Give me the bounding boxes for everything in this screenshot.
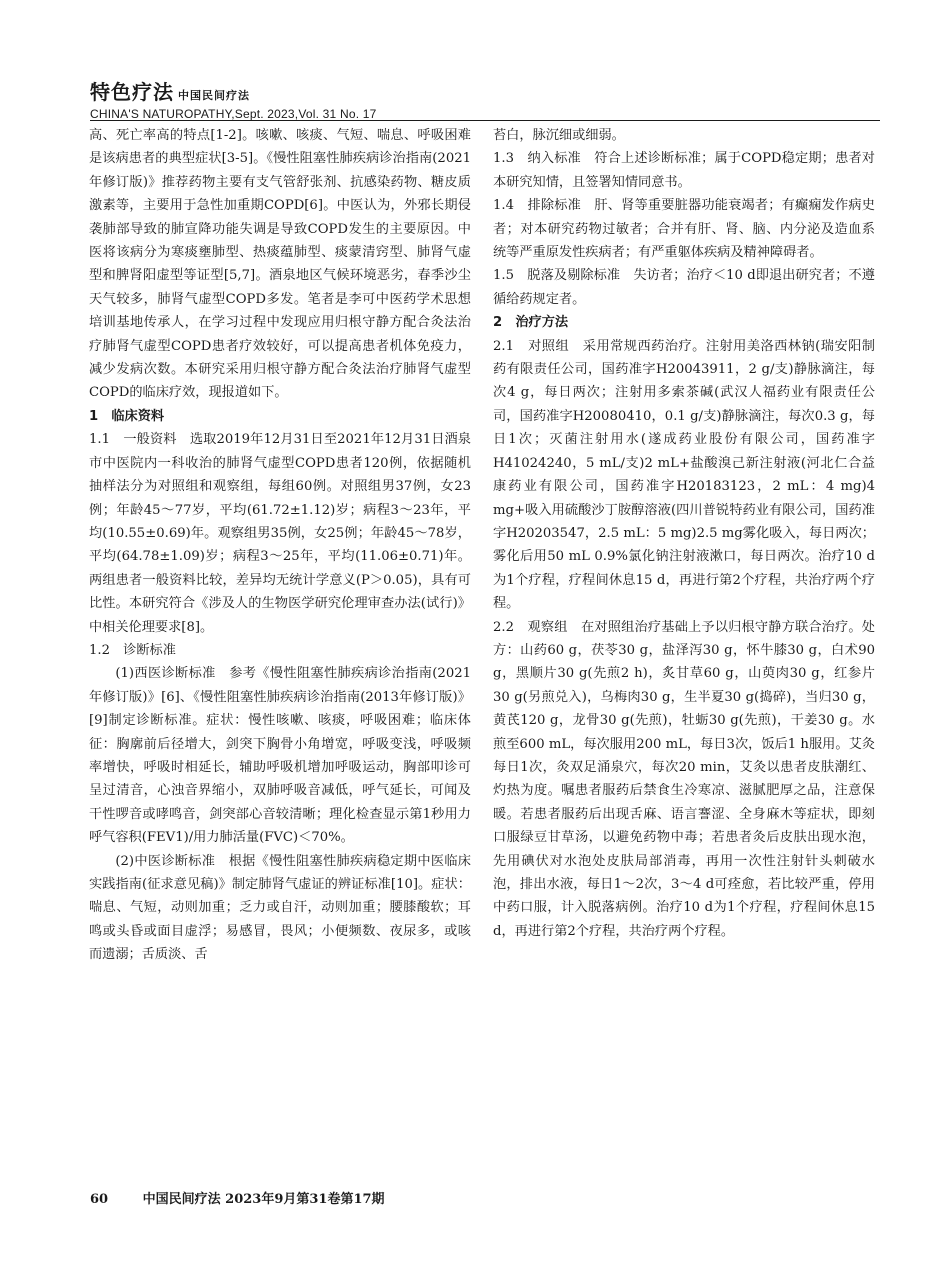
paragraph: 2.1 对照组 采用常规西药治疗。注射用美洛西林钠(瑞安阳制药有限责任公司，国药准字H20043911，2 g/支)静脉滴注，每次4 g，每日两次；注射用多索茶碱(武汉人福药业有限责任公司，国药准字H20080410，0.1 g/支)静脉滴注，每次0.3 g，每日1次；灭菌注射用水(遂成药业股份有限公司，国药准字H41024240，5 mL/支)2 mL+盐酸溴己新注射液(河北仁合益康药业有限公司，国药准字H20183123，2 mL：4 mg)4 mg+吸入用硫酸沙丁胺醇溶液(四川普锐特药业有限公司，国药准字H20203547，2.5 mL：5 mg)2.5 mg雾化吸入，每日两次；雾化后用50 mL 0.9%氯化钠注射液漱口，每日两次。治疗10 d为1个疗程，疗程间休息15 d，再进行第2个疗程，共治疗两个疗程。 [493,338,875,612]
section-heading: 2 治疗方法 [493,315,569,331]
section-heading: 1 临床资料 [89,408,165,424]
page-footer [90,1188,385,1207]
page-header [90,76,870,121]
footer-journal: 中国民间疗法 2023年9月第31卷第17期 [142,1192,385,1207]
paragraph: (1)西医诊断标准 参考《慢性阻塞性肺疾病诊治指南(2021年修订版)》[6]、《慢性阻塞性肺疾病诊治指南(2013年修订版)》[9]制定诊断标准。症状：慢性咳嗽、咳痰，呼吸困难；临床体征：胸廓前后径增大，剑突下胸骨小角增宽，呼吸变浅，呼吸频率增快，呼吸时相延长，辅助呼吸机增加呼吸运动，胸部叩诊可呈过清音，心浊音界缩小，双肺呼吸音减低，呼气延长，可闻及干性啰音或哮鸣音，剑突部心音较清晰；理化检查显示第1秒用力呼气容积(FEV1)/用力肺活量(FVC)＜70%。 [89,666,471,846]
paragraph: (2)中医诊断标准 根据《慢性阻塞性肺疾病稳定期中医临床实践指南(征求意见稿)》制定肺肾气虚证的辨证标准[10]。症状：喘息、气短，动则加重；乏力或自汗，动则加重；腰膝酸软；耳鸣或头昏或面目虚浮；易感冒，畏风；小便频数、夜尿多，或咳而遗溺；舌质淡、舌 [89,853,471,963]
journal-info: CHINA'S NATUROPATHY,Sept. 2023,Vol. 31 No. 17 [90,107,377,121]
page-number: 60 [90,1192,109,1207]
paragraph: 苔白，脉沉细或细弱。 [493,128,625,143]
header-rule [90,120,880,121]
brand-sub-title: 中国民间疗法 [178,89,250,102]
paragraph: 2.2 观察组 在对照组治疗基础上予以归根守静方联合治疗。处方：山药60 g，茯苓30 g，盐泽泻30 g，怀牛膝30 g，白术90 g，黑顺片30 g(先煎2 h)，炙甘草60 g，山萸肉30 g，红参片30 g(另煎兑入)，乌梅肉30 g，生半夏30 g(捣碎)，当归30 g，黄芪120 g，龙骨30 g(先煎)，牡蛎30 g(先煎)，干姜30 g。水煎至600 mL，每次服用200 mL，每日3次，饭后1 h服用。艾灸每日1次，灸双足涌泉穴，每次20 min，艾灸以患者皮肤潮红、灼热为度。嘱患者服药后禁食生冷寒凉、滋腻肥厚之品，注意保暖。若患者服药后出现舌麻、语言謇涩、全身麻木等症状，即刻口服绿豆甘草汤，以避免药物中毒；若患者灸后皮肤出现水泡，先用碘伏对水泡处皮肤局部消毒，再用一次性注射针头刺破水泡，排出水液，每日1～2次，3～4 d可痊愈，若比较严重，停用中药口服，计入脱落病例。治疗10 d为1个疗程，疗程间休息15 d，再进行第2个疗程，共治疗两个疗程。 [493,619,875,939]
right-column [493,124,875,943]
paragraph: 1.1 一般资料 选取2019年12月31日至2021年12月31日酒泉市中医院内一科收治的肺肾气虚型COPD患者120例，依据随机抽样法分为对照组和观察组，每组60例。对照组男37例，女23例；年龄45～77岁，平均(61.72±1.12)岁；病程3～23年，平均(10.55±0.69)年。观察组男35例，女25例；年龄45～78岁，平均(64.78±1.09)岁；病程3～25年，平均(11.06±0.71)年。两组患者一般资料比较，差异均无统计学意义(P＞0.05)，具有可比性。本研究符合《涉及人的生物医学研究伦理审查办法(试行)》中相关伦理要求[8]。 [89,432,471,635]
brand-main-title: 特色疗法 [90,80,174,104]
paragraph: 1.2 诊断标准 [89,642,176,658]
paragraph: 1.5 脱落及剔除标准 失访者；治疗＜10 d即退出研究者；不遵循给药规定者。 [493,268,875,307]
paragraph: 1.4 排除标准 肝、肾等重要脏器功能衰竭者；有癫痫发作病史者；对本研究药物过敏者；合并有肝、肾、脑、内分泌及造血系统等严重原发性疾病者；有严重躯体疾病及精神障碍者。 [493,198,875,261]
paragraph: 高、死亡率高的特点[1-2]。咳嗽、咳痰、气短、喘息、呼吸困难是该病患者的典型症状[3-5]。《慢性阻塞性肺疾病诊治指南(2021年修订版)》推荐药物主要有支气管舒张剂、抗感染药物、糖皮质激素等，主要用于急性加重期COPD[6]。中医认为，外邪长期侵袭肺部导致的肺宣降功能失调是导致COPD发生的主要原因。中医将该病分为寒痰壅肺型、热痰蕴肺型、痰蒙清窍型、肺肾气虚型和脾肾阳虚型等证型[5,7]。酒泉地区气候环境恶劣，春季沙尘天气较多，肺肾气虚型COPD多发。笔者是李可中医药学术思想培训基地传承人，在学习过程中发现应用归根守静方配合灸法治疗肺肾气虚型COPD患者疗效较好，可以提高患者机体免疫力，减少发病次数。本研究采用归根守静方配合灸法治疗肺肾气虚型COPD的临床疗效，现报道如下。 [89,128,471,401]
paragraph: 1.3 纳入标准 符合上述诊断标准；属于COPD稳定期；患者对本研究知情，且签署知情同意书。 [493,151,875,190]
brand [90,76,870,105]
left-column [89,124,471,967]
